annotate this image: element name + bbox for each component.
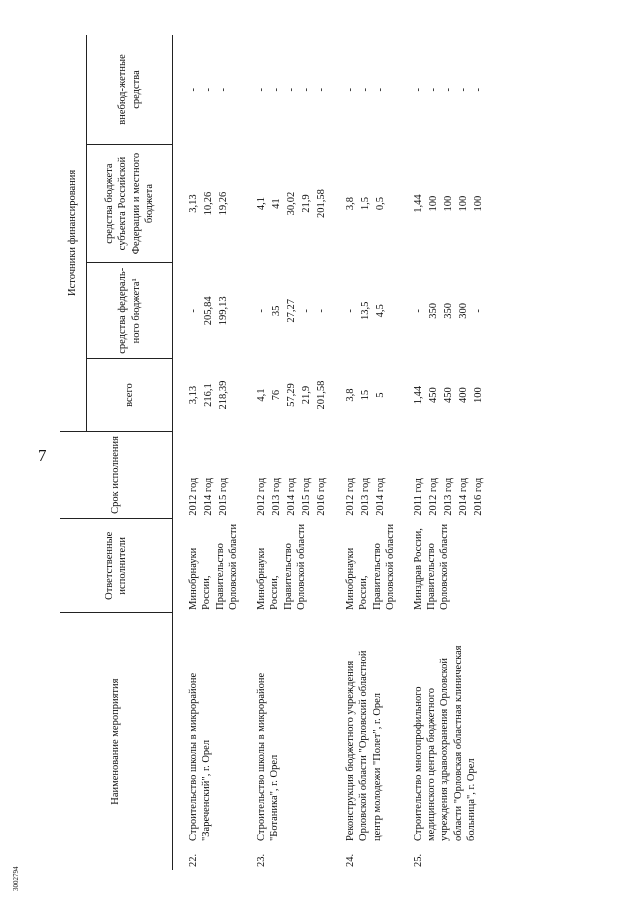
regional-value: 41 [270,198,282,209]
row-number: 23. [255,853,267,867]
federal-cell [398,263,487,359]
federal-value: 13,5 [359,301,371,320]
federal-value: 35 [270,305,282,317]
total-value: 3,8 [344,388,356,402]
term-year: 2016 год [315,477,327,516]
extra-value: - [412,87,424,92]
federal-value: - [412,309,424,313]
federal-value: 199,13 [218,296,229,326]
total-cell [241,359,330,431]
federal-value: 27,27 [285,299,297,323]
term-year: 2015 год [218,477,229,516]
extra-value: - [442,87,454,92]
measure-name-cell [173,613,241,870]
federal-value: - [188,309,199,313]
executors-cell: Минздрав России, Правительство Орловской области [412,523,451,610]
total-value: 400 [457,387,469,403]
regional-value: 3,13 [188,194,199,213]
extra-value: - [270,87,282,92]
extra-value: - [285,87,297,92]
header-total: всего [87,359,173,431]
measure-name-cell [330,613,398,870]
total-value: 5 [374,392,386,398]
header-executors: Ответственные исполнители [60,519,173,613]
header-term: Срок исполнения [60,431,173,519]
extra-value: - [427,87,439,92]
federal-value: 205,84 [203,296,214,326]
total-value: 57,29 [285,383,297,407]
measure-name: Реконструкция бюджетного учреждения Орловской области "Орловский областной центр молодежи "Полет", г. Орел [344,650,383,841]
measure-name: Строительство школы в микрорайоне "Зареченский", г. Орел [188,672,213,841]
executors-cell: Минобрнауки России, Правительство Орловской области [188,523,240,610]
header-sources: Источники финансирования [60,35,87,431]
document-code: 3002794 [12,866,20,891]
term-year: 2011 год [412,478,424,516]
years-cell [330,431,398,519]
regional-cell [330,144,398,262]
regional-value: 30,02 [285,191,297,216]
federal-value: 350 [442,302,454,319]
extra-value: - [188,87,199,92]
term-year: 2012 год [188,477,199,516]
table-body [173,35,487,870]
regional-value: 201,58 [315,189,327,218]
header-regional: средства бюджета субъекта Российской Федерации и местного бюджета [87,144,173,262]
executors-cell: Минобрнауки России, Правительство Орловской области [344,523,397,610]
header-federal: средства федераль-ного бюджета¹ [87,263,173,359]
total-value: 15 [359,389,371,401]
total-value: 21,9 [300,385,312,405]
table-row [398,35,487,870]
header-extra: внебюд-жетные средства [87,35,173,144]
federal-cell [241,263,330,359]
term-year: 2012 год [344,477,356,516]
regional-value: 3,8 [344,197,356,211]
extra-value: - [344,87,356,92]
term-year: 2016 год [472,477,484,516]
years-cell [398,431,487,519]
years-cell [173,431,241,519]
total-value: 3,13 [188,385,199,405]
measure-name-cell [241,613,330,870]
federal-value: - [255,309,267,313]
regional-cell [173,144,241,262]
term-year: 2014 год [203,477,214,516]
regional-value: 100 [472,195,484,212]
term-year: 2014 год [374,477,386,516]
regional-value: 19,26 [218,191,229,216]
term-year: 2013 год [270,477,282,516]
measure-name: Строительство многопрофильного медицинского центра бюджетного учреждения здравоохранения Орловской области "Орловская областная клиническая больница", г. Орел [412,645,478,841]
row-number: 24. [344,853,356,867]
federal-value: 350 [427,302,439,319]
federal-value: - [315,309,327,313]
regional-value: 100 [427,195,439,212]
extra-cell [330,35,398,144]
federal-cell [330,263,398,359]
years-cell [241,431,330,519]
table-row [330,35,398,870]
term-year: 2014 год [285,477,297,516]
total-value: 450 [427,387,439,403]
federal-value: 4,5 [374,304,386,318]
federal-value: - [472,309,484,313]
budget-table-sheet [60,35,620,870]
total-value: 216,1 [203,383,214,407]
regional-cell [398,144,487,262]
total-cell [330,359,398,431]
extra-value: - [315,87,327,92]
header-name: Наименование мероприятия [60,613,173,870]
federal-value: - [344,309,356,313]
regional-value: 1,44 [412,194,424,213]
regional-value: 1,5 [359,197,371,211]
term-year: 2013 год [442,477,454,516]
regional-value: 100 [457,195,469,212]
total-value: 1,44 [412,385,424,405]
executors-cell: Минобрнауки России, Правительство Орловской области [255,523,308,610]
extra-value: - [472,87,484,92]
measure-name-cell [398,613,487,870]
total-value: 201,58 [315,380,327,410]
regional-value: 4,1 [255,197,267,211]
regional-cell [241,144,330,262]
total-value: 450 [442,387,454,403]
total-value: 218,39 [218,380,229,410]
federal-value: - [300,309,312,313]
federal-value: 300 [457,302,469,319]
extra-value: - [218,87,229,92]
extra-value: - [203,87,214,92]
table-row [173,35,241,870]
regional-value: 0,5 [374,197,386,211]
extra-cell [398,35,487,144]
total-cell [173,359,241,431]
regional-value: 100 [442,195,454,212]
measure-name: Строительство школы в микрорайоне "Ботаника", г. Орел [255,672,281,841]
financing-table [60,35,487,870]
term-year: 2015 год [300,477,312,516]
term-year: 2013 год [359,477,371,516]
page-number: 7 [38,446,47,465]
total-value: 100 [472,387,484,403]
total-cell [398,359,487,431]
row-number: 25. [412,853,424,867]
total-value: 76 [270,389,282,401]
term-year: 2014 год [457,477,469,516]
term-year: 2012 год [427,477,439,516]
extra-value: - [255,87,267,92]
total-value: 4,1 [255,388,267,402]
extra-value: - [359,87,371,92]
row-number: 22. [188,853,199,867]
extra-cell [173,35,241,144]
extra-value: - [457,87,469,92]
table-row [241,35,330,870]
extra-cell [241,35,330,144]
term-year: 2012 год [255,477,267,516]
extra-value: - [374,87,386,92]
federal-cell [173,263,241,359]
extra-value: - [300,87,312,92]
regional-value: 21,9 [300,194,312,213]
regional-value: 10,26 [203,191,214,216]
